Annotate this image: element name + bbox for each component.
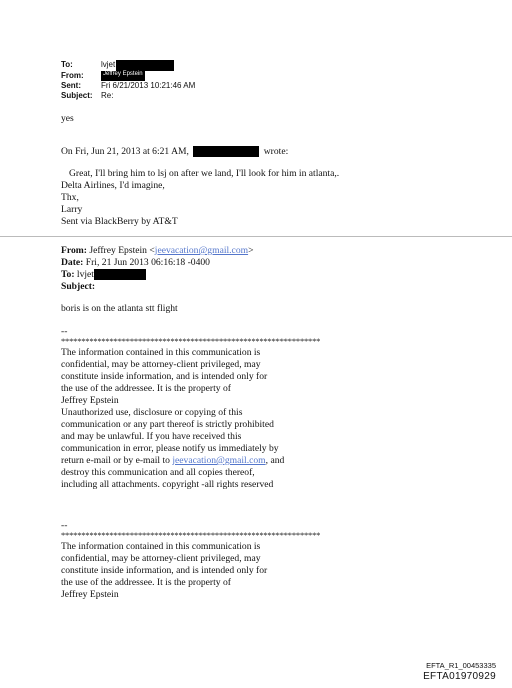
disclaimer-block — [61, 326, 320, 491]
disclaimer-line: Jeffrey Epstein — [61, 589, 119, 600]
footer-id-small: EFTA_R1_00453335 — [426, 661, 496, 670]
redaction-block — [94, 269, 146, 280]
original-header — [61, 245, 254, 293]
original-from-row — [61, 245, 254, 257]
disclaimer-email-post: , and — [265, 455, 285, 466]
original-to-value: lvjet — [76, 269, 94, 280]
original-from-email-link[interactable]: jeevacation@gmail.com — [154, 245, 249, 256]
quoted-intro-wrote: wrote: — [263, 146, 289, 157]
quoted-message — [61, 168, 339, 228]
header-sent-label: Sent: — [61, 81, 81, 90]
original-from-close: > — [248, 245, 254, 256]
disclaimer-line: communication in error, please notify us immediately by — [61, 443, 279, 454]
disclaimer-stars: **************************************************************** — [61, 336, 321, 346]
header-from-value: Jeffrey Epstein — [101, 71, 145, 81]
original-to-row — [61, 269, 254, 281]
header-from-row — [61, 71, 195, 81]
disclaimer-dash: -- — [61, 520, 68, 531]
disclaimer-email-link[interactable]: jeevacation@gmail.com — [172, 455, 266, 466]
original-to-label: To: — [61, 269, 75, 280]
reply-body: yes — [61, 113, 74, 124]
quoted-intro — [61, 146, 288, 158]
email-header — [61, 60, 195, 101]
quoted-line: Sent via BlackBerry by AT&T — [61, 216, 178, 227]
disclaimer-line: The information contained in this communication is — [61, 347, 261, 358]
disclaimer-email-line — [61, 455, 320, 467]
disclaimer-line: constitute inside information, and is intended only for — [61, 565, 268, 576]
disclaimer-line: The information contained in this communication is — [61, 541, 261, 552]
footer-id-large: EFTA01970929 — [423, 671, 496, 682]
quoted-intro-text: On Fri, Jun 21, 2013 at 6:21 AM, — [61, 146, 189, 157]
original-from-name: Jeffrey Epstein < — [89, 245, 155, 256]
original-date-value: Fri, 21 Jun 2013 06:16:18 -0400 — [85, 257, 210, 268]
redaction-block — [116, 60, 174, 71]
header-from-label: From: — [61, 71, 84, 80]
disclaimer-line: confidential, may be attorney-client privileged, may — [61, 553, 261, 564]
disclaimer-line: Unauthorized use, disclosure or copying of this — [61, 407, 243, 418]
header-to-value: lvjet — [101, 60, 116, 69]
divider-line — [0, 236, 512, 237]
disclaimer-email-pre: return e-mail or by e-mail to — [61, 455, 173, 466]
header-subject-row — [61, 91, 195, 101]
original-subject-row — [61, 281, 254, 293]
header-sent-value: Fri 6/21/2013 10:21:46 AM — [101, 81, 196, 90]
original-subject-label: Subject: — [61, 281, 96, 292]
disclaimer-block-2 — [61, 520, 320, 601]
disclaimer-line: including all attachments. copyright -all rights reserved — [61, 479, 274, 490]
redaction-block — [193, 146, 259, 157]
quoted-line: Larry — [61, 204, 83, 215]
header-subject-label: Subject: — [61, 91, 93, 100]
disclaimer-line: confidential, may be attorney-client privileged, may — [61, 359, 261, 370]
original-from-label: From: — [61, 245, 87, 256]
original-body: boris is on the atlanta stt flight — [61, 303, 178, 314]
disclaimer-line: the use of the addressee. It is the property of — [61, 383, 231, 394]
header-subject-value: Re: — [101, 91, 114, 100]
header-to-label: To: — [61, 60, 73, 69]
disclaimer-line: and may be unlawful. If you have received this — [61, 431, 242, 442]
quoted-line: Great, I'll bring him to lsj on after we land, I'll look for him in atlanta,. — [69, 168, 340, 179]
disclaimer-line: Jeffrey Epstein — [61, 395, 119, 406]
original-date-row — [61, 257, 254, 269]
disclaimer-line: the use of the addressee. It is the property of — [61, 577, 231, 588]
disclaimer-stars: **************************************************************** — [61, 530, 321, 540]
disclaimer-line: destroy this communication and all copies thereof, — [61, 467, 255, 478]
disclaimer-line: constitute inside information, and is intended only for — [61, 371, 268, 382]
header-to-row — [61, 60, 195, 71]
quoted-line: Thx, — [61, 192, 79, 203]
disclaimer-dash: -- — [61, 326, 68, 337]
header-sent-row — [61, 81, 195, 91]
original-date-label: Date: — [61, 257, 84, 268]
disclaimer-line: communication or any part thereof is strictly prohibited — [61, 419, 274, 430]
quoted-line: Delta Airlines, I'd imagine, — [61, 180, 165, 191]
